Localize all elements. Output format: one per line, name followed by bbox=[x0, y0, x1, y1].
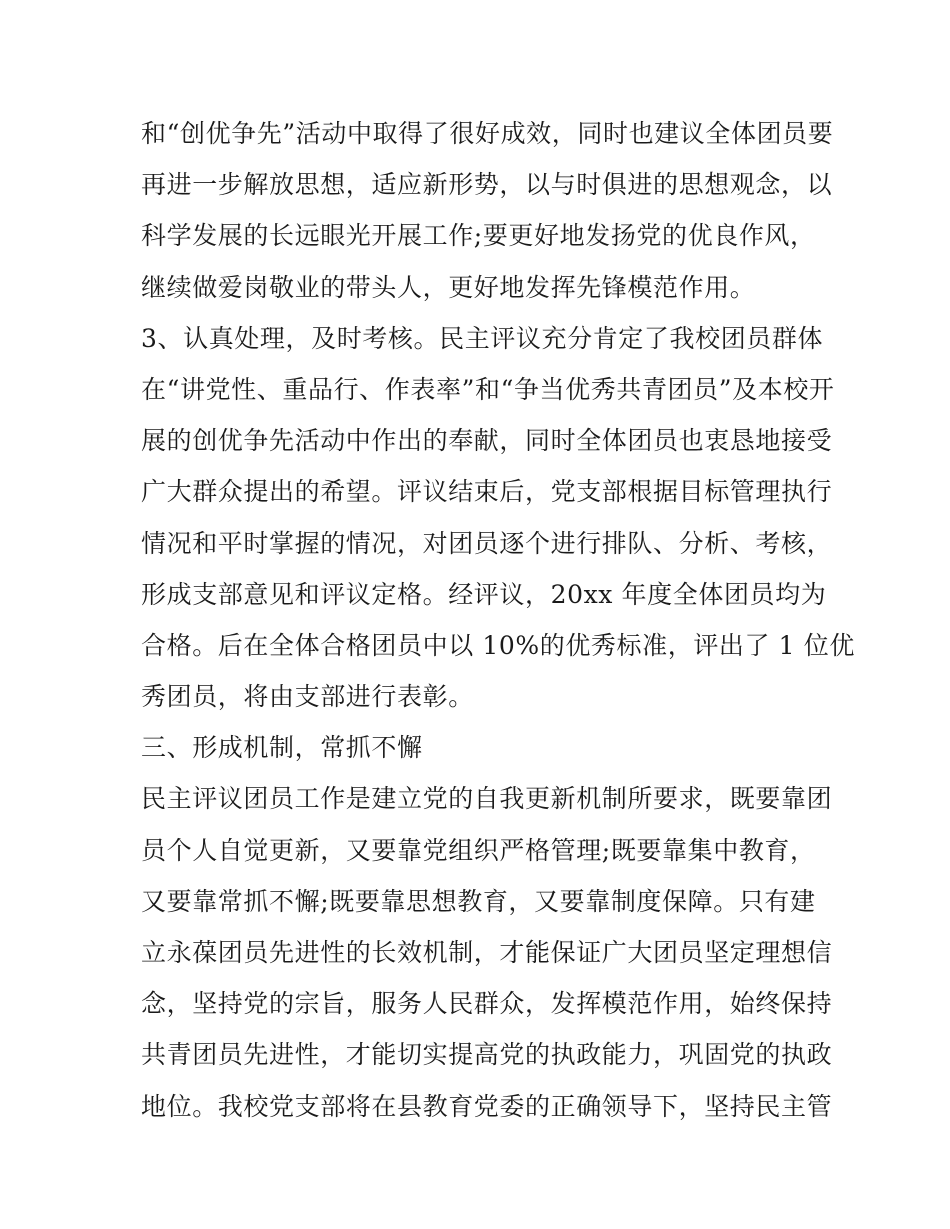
text-line: 又要靠常抓不懈;既要靠思想教育，又要靠制度保障。只有建 bbox=[141, 886, 816, 916]
text-line: 合格。后在全体合格团员中以 10%的优秀标准，评出了 1 位优 bbox=[141, 630, 855, 660]
text-line: 情况和平时掌握的情况，对团员逐个进行排队、分析、考核， bbox=[141, 528, 833, 558]
text-line: 秀团员，将由支部进行表彰。 bbox=[141, 682, 474, 712]
text-line: 在“讲党性、重品行、作表率”和“争当优秀共青团员”及本校开 bbox=[141, 374, 835, 404]
text-line: 广大群众提出的希望。评议结束后，党支部根据目标管理执行 bbox=[141, 477, 833, 507]
text-line: 科学发展的长远眼光开展工作;要更好地发扬党的优良作风， bbox=[141, 221, 816, 251]
text-line: 形成支部意见和评议定格。经评议，20xx 年度全体团员均为 bbox=[141, 579, 827, 609]
text-line: 民主评议团员工作是建立党的自我更新机制所要求，既要靠团 bbox=[141, 784, 833, 814]
text-line: 展的创优争先活动中作出的奉献，同时全体团员也衷恳地接受 bbox=[141, 426, 833, 456]
text-line: 共青团员先进性，才能切实提高党的执政能力，巩固党的执政 bbox=[141, 1040, 833, 1070]
text-line: 念，坚持党的宗旨，服务人民群众，发挥模范作用，始终保持 bbox=[141, 989, 833, 1019]
body-text bbox=[141, 108, 855, 1132]
text-line: 和“创优争先”活动中取得了很好成效，同时也建议全体团员要 bbox=[141, 119, 834, 148]
section-heading: 三、形成机制，常抓不懈 bbox=[141, 733, 423, 763]
section-item-3: 3、认真处理，及时考核。民主评议充分肯定了我校团员群体 bbox=[141, 323, 824, 353]
text-line: 员个人自觉更新，又要靠党组织严格管理;既要靠集中教育， bbox=[141, 835, 816, 865]
text-line: 地位。我校党支部将在县教育党委的正确领导下，坚持民主管 bbox=[141, 1091, 833, 1121]
text-line: 再进一步解放思想，适应新形势，以与时俱进的思想观念，以 bbox=[141, 170, 833, 200]
text-line: 立永葆团员先进性的长效机制，才能保证广大团员坚定理想信 bbox=[141, 938, 833, 967]
text-line: 继续做爱岗敬业的带头人，更好地发挥先锋模范作用。 bbox=[141, 272, 756, 302]
